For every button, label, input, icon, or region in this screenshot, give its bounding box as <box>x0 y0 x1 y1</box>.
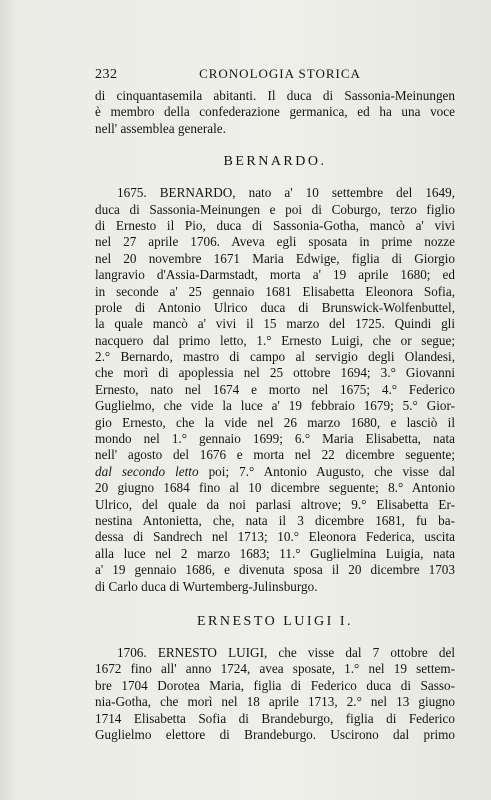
text-line: dessa di Sandrech nel 1713; 10.° Eleonora Federica, uscita <box>95 529 455 545</box>
text-line: gio Ernesto, che la vide nel 26 marzo 1680, e lasciò il <box>95 414 455 430</box>
text-line: è membro della confederazione germanica, ed ha una voce <box>95 104 455 120</box>
bernardo-paragraph <box>95 185 455 595</box>
running-title: CRONOLOGIA STORICA <box>199 66 361 81</box>
page-number: 232 <box>95 67 118 82</box>
text-line: prole di Antonio Ulrico duca di Brunswick-Wolfenbuttel, <box>95 299 455 315</box>
text-line: nacquero dal primo letto, 1.° Ernesto Luigi, che or segue; <box>95 332 455 348</box>
text-line: Guglielmo elettore di Brandeburgo. Uscirono dal primo <box>95 726 455 742</box>
text-line: duca di Sassonia-Meinungen e poi di Coburgo, terzo figlio <box>95 201 455 217</box>
text-fragment: poi; 7.° Antonio Augusto, che visse dal <box>198 463 455 479</box>
text-line-with-italic <box>95 464 455 480</box>
ernesto-luigi-paragraph <box>95 645 455 743</box>
text-line: 1714 Elisabetta Sofia di Brandeburgo, figlia di Federico <box>95 710 455 726</box>
text-line: langravio d'Assia-Darmstadt, morta a' 19 aprile 1680; ed <box>95 267 455 283</box>
text-line: in seconde a' 25 gennaio 1681 Elisabetta Eleonora Sofia, <box>95 283 455 299</box>
intro-paragraph <box>95 88 455 137</box>
text-line: Guglielmo, che vide la luce a' 19 febbraio 1679; 5.° Gior- <box>95 398 455 414</box>
italic-phrase: dal secondo letto <box>95 463 199 479</box>
running-head <box>95 66 455 88</box>
text-line: nell' assemblea generale. <box>95 120 226 136</box>
text-line: 1672 fino all' anno 1724, avea sposate, 1.° nel 19 settem- <box>95 661 455 677</box>
section-heading-ernesto-luigi: ERNESTO LUIGI I. <box>196 613 353 629</box>
text-line: 2.° Bernardo, mastro di campo al servigio degli Olandesi, <box>95 349 455 365</box>
text-line: la quale mancò a' vivi il 15 marzo del 1725. Quindi gli <box>95 316 455 332</box>
text-line: Ulrico, del quale da noi parlasi altrove; 9.° Elisabetta Er- <box>95 496 455 512</box>
text-line: mondo nel 1.° gennaio 1699; 6.° Maria Elisabetta, nata <box>95 431 455 447</box>
text-line: di Ernesto il Pio, duca di Sassonia-Gotha, mancò a' vivi <box>95 217 455 233</box>
text-line: di cinquantasemila abitanti. Il duca di Sassonia-Meinungen <box>95 88 455 103</box>
text-line: di Carlo duca di Wurtemberg-Julinsburgo. <box>95 578 318 594</box>
text-line: nia-Gotha, che morì nel 18 aprile 1713, 2.° nel 13 giugno <box>95 694 455 710</box>
text-line: nell' agosto del 1676 e morta nel 22 dicembre seguente; <box>95 447 455 463</box>
text-line: bre 1704 Dorotea Maria, figlia di Federico duca di Sasso- <box>95 677 455 693</box>
text-block <box>95 66 455 743</box>
text-line: nel 20 novembre 1671 Maria Edwige, figlia di Giorgio <box>95 250 455 266</box>
text-line: 20 giugno 1684 fino al 10 dicembre seguente; 8.° Antonio <box>95 480 455 496</box>
text-line: 1675. BERNARDO, nato a' 10 settembre del 1649, <box>117 185 455 201</box>
text-line: a' 19 gennaio 1686, e divenuta sposa il 20 dicembre 1703 <box>95 562 455 578</box>
text-line: nestina Antonietta, che, nata il 3 dicembre 1681, fu ba- <box>95 512 455 528</box>
section-heading-bernardo: BERNARDO. <box>223 154 327 170</box>
text-line: 1706. ERNESTO LUIGI, che visse dal 7 ottobre del <box>117 644 455 660</box>
text-line: nel 27 aprile 1706. Aveva egli sposata in prime nozze <box>95 234 455 250</box>
text-line: Ernesto, nato nel 1674 e morto nel 1675; 4.° Federico <box>95 381 455 397</box>
text-line: che morì di apoplessia nel 25 ottobre 1694; 3.° Giovanni <box>95 365 455 381</box>
text-line: alla luce nel 2 marzo 1683; 11.° Guglielmina Luigia, nata <box>95 545 455 561</box>
